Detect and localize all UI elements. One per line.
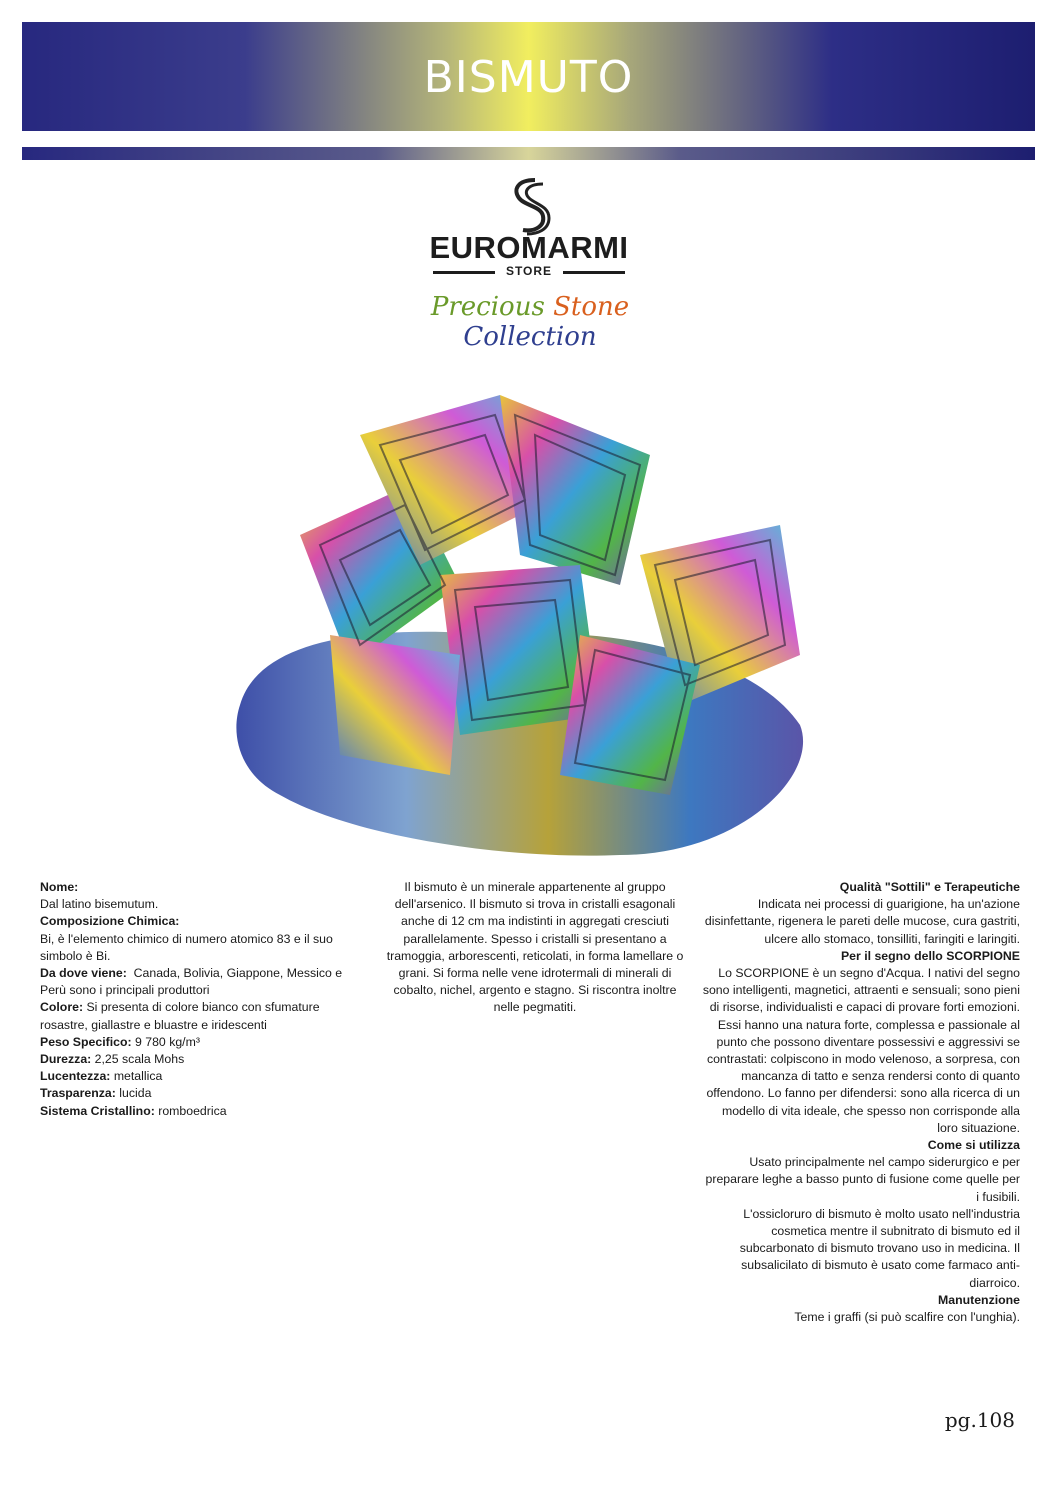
description-column (380, 879, 690, 1017)
qualita-title: Qualità "Sottili" e Terapeutiche (839, 880, 1020, 894)
lucentezza-label: Lucentezza: (40, 1069, 111, 1084)
colore-label: Colore: (40, 1000, 84, 1015)
page-number: pg.108 (944, 1408, 1015, 1432)
peso-label: Peso Specifico: (40, 1034, 132, 1049)
durezza-value: 2,25 scala Mohs (94, 1052, 185, 1067)
segno-text: Lo SCORPIONE è un segno d'Acqua. I nativi del segno sono intelligenti, magnetici, attraenti e sensuali; sono pieni di risorse, individualisti e capaci di provare forti emozioni. Essi hanno una natura forte, complessa e passionale al punto che possono diventare possessivi e aggressivi se contrastati: colpiscono in modo velenoso, a sorpresa, con mancanza di tatto e senza rendersi conto di quanto offendono. Lo fanno per difendersi: sono alla ricerca di un modello di vita ideale, che spesso non corrisponde alla loro situazione. (702, 966, 1020, 1135)
utilizzo-title: Come si utilizza (927, 1138, 1020, 1153)
peso-value: 9 780 kg/m³ (135, 1034, 200, 1049)
manutenzione-title: Manutenzione (938, 1292, 1020, 1307)
divider-bar (22, 147, 1035, 160)
durezza-row (40, 1051, 360, 1068)
page-title: BISMUTO (423, 52, 634, 103)
manutenzione-text: Teme i graffi (si può scalfire con l'unghia). (794, 1310, 1020, 1325)
composizione-label: Composizione Chimica: (40, 914, 180, 929)
composizione-value: Bi, è l'elemento chimico di numero atomico 83 e il suo simbolo è Bi. (40, 931, 333, 963)
utilizzo-text-2: L'ossicloruro di bismuto è molto usato nell'industria cosmetica mentre il subnitrato di bismuto ed il subcarbonato di bismuto trovano uso in medicina. Il subsalicilato di bismuto è usato come farmaco anti-diarroico. (739, 1206, 1020, 1290)
provenienza-label: Da dove viene: (40, 966, 127, 981)
sistema-value: romboedrica (158, 1103, 227, 1118)
provenienza-row (40, 965, 360, 999)
collection-word-precious: Precious (430, 292, 545, 322)
lucentezza-row (40, 1068, 360, 1085)
trasparenza-value: lucida (119, 1086, 152, 1101)
sistema-label: Sistema Cristallino: (40, 1103, 155, 1118)
lucentezza-value: metallica (113, 1069, 163, 1084)
durezza-label: Durezza: (40, 1052, 92, 1067)
sistema-row (40, 1103, 360, 1120)
nome-value: Dal latino bisemutum. (40, 897, 159, 912)
peso-row (40, 1034, 360, 1051)
nome-label: Nome: (40, 880, 79, 894)
brand-name: EUROMARMI (429, 230, 629, 265)
bismuth-crystal-photo (200, 335, 860, 870)
description-text: Il bismuto è un minerale appartenente al gruppo dell'arsenico. Il bismuto si trova in cristalli esagonali anche di 12 cm ma indistinti in aggregati cresciuti parallelamente. Spesso i cristalli si presentano a tramoggia, arborescenti, reticolati, in forma lamellare o grani. Si forma nelle vene idrotermali di minerali di cobalto, nichel, argento e stagno. Si riscontra inoltre nelle pegmatiti. (386, 880, 684, 1015)
provenienza-value: Canada, Bolivia, Giappone, Messico e Perù sono i principali produttori (40, 966, 343, 998)
colore-row (40, 999, 360, 1033)
qualita-text: Indicata nei processi di guarigione, ha un'azione disinfettante, rigenera le pareti delle mucose, cura gastriti, ulcere allo stomaco, tonsilliti, faringiti e laringiti. (704, 897, 1020, 946)
collection-word-collection: Collection (463, 322, 597, 352)
title-banner (22, 22, 1035, 131)
properties-column (700, 879, 1020, 1326)
collection-word-stone: Stone (553, 292, 630, 322)
facts-column (40, 879, 360, 1120)
colore-value: Si presenta di colore bianco con sfumature rosastre, giallastre e bluastre e iridescenti (40, 1000, 320, 1032)
brand-store-row (433, 264, 625, 280)
trasparenza-row (40, 1085, 360, 1102)
segno-title: Per il segno dello SCORPIONE (840, 948, 1020, 963)
brand-store: STORE (505, 264, 553, 278)
euromarmi-logo-icon (505, 176, 555, 236)
trasparenza-label: Trasparenza: (40, 1086, 116, 1101)
utilizzo-text-1: Usato principalmente nel campo siderurgico e per preparare leghe a basso punto di fusione come quelle per i fusibili. (705, 1155, 1020, 1204)
